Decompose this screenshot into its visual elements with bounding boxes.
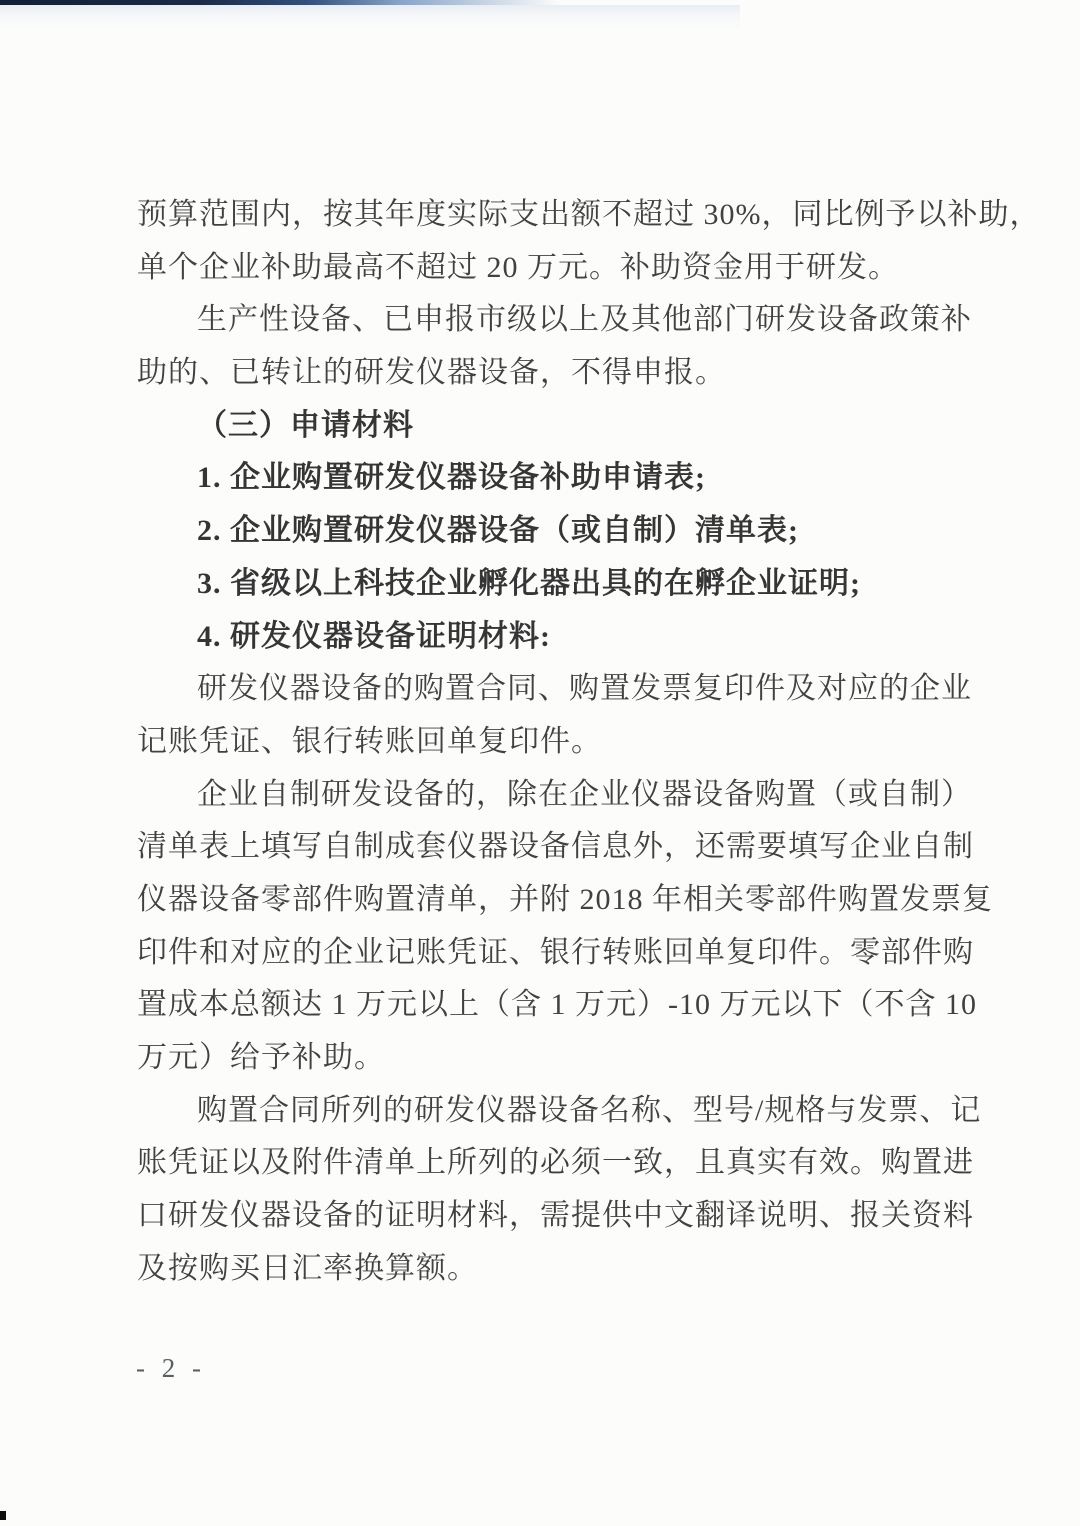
document-line: 助的、已转让的研发仪器设备，不得申报。 <box>137 356 726 390</box>
document-line: 1. 企业购置研发仪器设备补助申请表; <box>197 461 706 495</box>
document-line: 企业自制研发设备的，除在企业仪器设备购置（或自制） <box>197 777 972 811</box>
document-line: 购置合同所列的研发仪器设备名称、型号/规格与发票、记 <box>197 1093 982 1127</box>
document-line: 万元）给予补助。 <box>137 1041 385 1074</box>
document-line: 清单表上填写自制成套仪器设备信息外，还需要填写企业自制 <box>137 830 974 864</box>
document-line: 预算范围内，按其年度实际支出额不超过 30%，同比例予以补助， <box>137 198 1041 231</box>
document-line: 研发仪器设备的购置合同、购置发票复印件及对应的企业 <box>197 672 972 706</box>
document-line: 4. 研发仪器设备证明材料: <box>197 619 551 653</box>
document-line: 置成本总额达 1 万元以上（含 1 万元）-10 万元以下（不含 10 <box>137 988 977 1022</box>
document-line: 仪器设备零部件购置清单，并附 2018 年相关零部件购置发票复 <box>137 882 993 916</box>
document-line: 口研发仪器设备的证明材料，需提供中文翻译说明、报关资料 <box>137 1199 974 1233</box>
scan-artifact-top-haze <box>0 5 740 31</box>
document-line: 3. 省级以上科技企业孵化器出具的在孵企业证明; <box>197 566 861 600</box>
document-line: 印件和对应的企业记账凭证、银行转账回单复印件。零部件购 <box>137 935 974 969</box>
document-line: 生产性设备、已申报市级以上及其他部门研发设备政策补 <box>197 303 972 337</box>
document-line: 记账凭证、银行转账回单复印件。 <box>137 724 602 758</box>
document-line: 单个企业补助最高不超过 20 万元。补助资金用于研发。 <box>137 250 899 284</box>
page-number: - 2 - <box>136 1353 206 1383</box>
document-body <box>137 189 1041 1295</box>
document-line: （三）申请材料 <box>197 408 414 442</box>
document-line: 及按购买日汇率换算额。 <box>137 1251 478 1285</box>
document-line: 账凭证以及附件清单上所列的必须一致，且真实有效。购置进 <box>137 1146 974 1180</box>
scan-artifact-corner-mark <box>0 1511 6 1520</box>
document-line: 2. 企业购置研发仪器设备（或自制）清单表; <box>197 514 799 548</box>
